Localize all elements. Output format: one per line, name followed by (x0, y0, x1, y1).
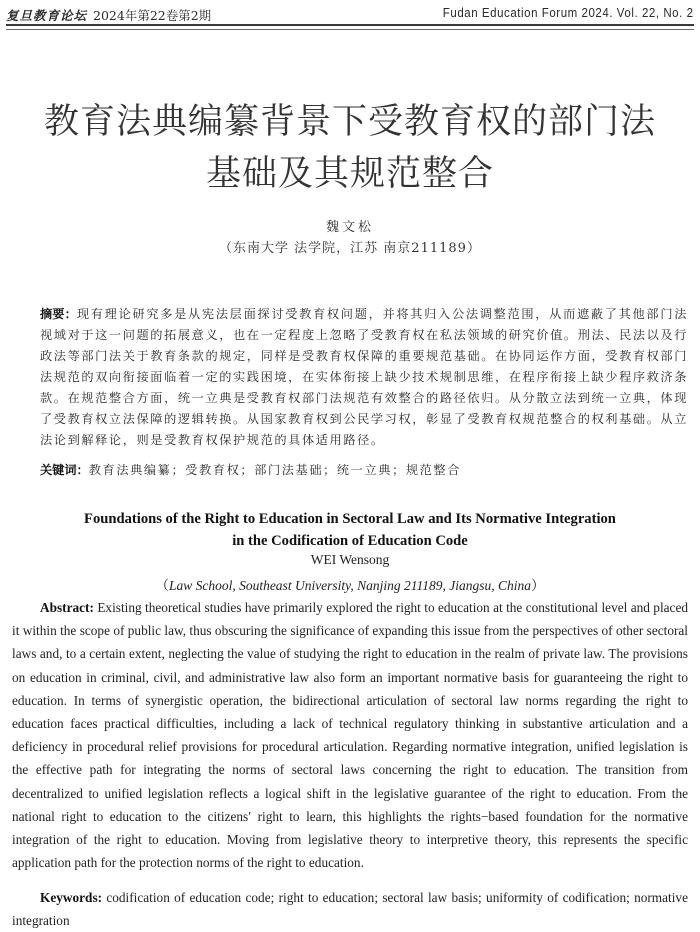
keywords-en-text: codification of education code; right to education; sectoral law basis; uniformity of codification; normative integration (12, 890, 688, 929)
title-cn-line2: 基础及其规范整合 (205, 154, 494, 194)
abstract-cn (40, 304, 688, 451)
title-en (0, 508, 700, 552)
header-left (6, 6, 211, 24)
keywords-en-label: Keywords: (40, 890, 103, 905)
abstract-en-label: Abstract: (40, 600, 94, 615)
keywords-cn-text: 教育法典编纂；受教育权；部门法基础；统一立典；规范整合 (88, 463, 462, 477)
affiliation-en-open-paren: （ (155, 578, 169, 593)
abstract-cn-label: 摘要： (40, 307, 77, 321)
abstract-en (12, 596, 688, 874)
keywords-en (12, 886, 688, 932)
affiliation-en-text: Law School, Southeast University, Nanjing 211189, Jiangsu, China (168, 578, 532, 593)
title-cn (0, 96, 700, 200)
running-header (6, 4, 694, 22)
header-rule-thin (6, 29, 694, 30)
keywords-cn-label: 关键词： (40, 463, 89, 477)
author-en: WEI Wensong (310, 552, 390, 567)
abstract-cn-text: 现有理论研究多是从宪法层面探讨受教育权问题，并将其归入公法调整范围，从而遮蔽了其他部门法视域对于这一问题的拓展意义，也在一定程度上忽略了受教育权在私法领域的研究价值。刑法、民法以及行政法等部门法关于教育条款的规定，同样是受教育权保障的重要规范基础。在协同运作方面，受教育权部门法规范的双向衔接面临着一定的实践困境，在实体衔接上缺少技术规制思维，在程序衔接上缺少程序救济条款。在规范整合方面，统一立典是受教育权部门法规范有效整合的路径依归。从分散立法到统一立典，体现了受教育权立法保障的逻辑转换。从国家教育权到公民学习权，彰显了受教育权规范整合的权利基础。从立法论到解释论，则是受教育权保护规范的具体适用路径。 (40, 307, 689, 447)
keywords-cn (40, 460, 688, 481)
affiliation-cn: （东南大学 法学院，江苏 南京211189） (219, 241, 481, 256)
header-rule-thick (6, 24, 694, 26)
author-cn: 魏文松 (325, 220, 374, 235)
affiliation-en-close-paren: ） (531, 578, 545, 593)
affiliation-en (0, 574, 700, 594)
abstract-en-text: Existing theoretical studies have primarily explored the right to education at the constitutional level and placed it within the scope of public law, thus obscuring the significance of expanding this issue from the perspectives of other sectoral laws and, to a certain extent, neglecting the value of studying the right to education in the realm of private law. The provisions on education in criminal, civil, and administrative law also form an important normative basis for guaranteeing the right to education. In terms of synergistic operation, the bidirectional articulation of sectoral law norms regarding the right to education faces practical difficulties, including a lack of technical regulatory thinking in substantive articulation and a deficiency in procedural relief provisions for procedural articulation. Regarding normative integration, unified legislation is the effective path for integrating the norms of sectoral laws concerning the right to education. The transition from decentralized to unified legislation reflects a logical shift in the legislative guarantee of the right to education. From the national right to education to the citizens′ right to learn, this highlights the rights−based foundation for the normative integration of the right to education. Moving from legislative theory to interpretive theory, this represents the specific application path for the protection norms of the right to education. (12, 600, 688, 871)
journal-name-cn: 复旦教育论坛 (6, 8, 88, 23)
title-en-line2: in the Codification of Education Code (232, 533, 468, 549)
journal-issue-en: Fudan Education Forum 2024. Vol. 22, No. 2 (443, 6, 694, 20)
title-cn-line1: 教育法典编纂背景下受教育权的部门法 (43, 102, 656, 142)
title-en-line1: Foundations of the Right to Education in Sectoral Law and Its Normative Integration (84, 511, 616, 527)
issue-cn: 2024年第22卷第2期 (93, 8, 212, 23)
